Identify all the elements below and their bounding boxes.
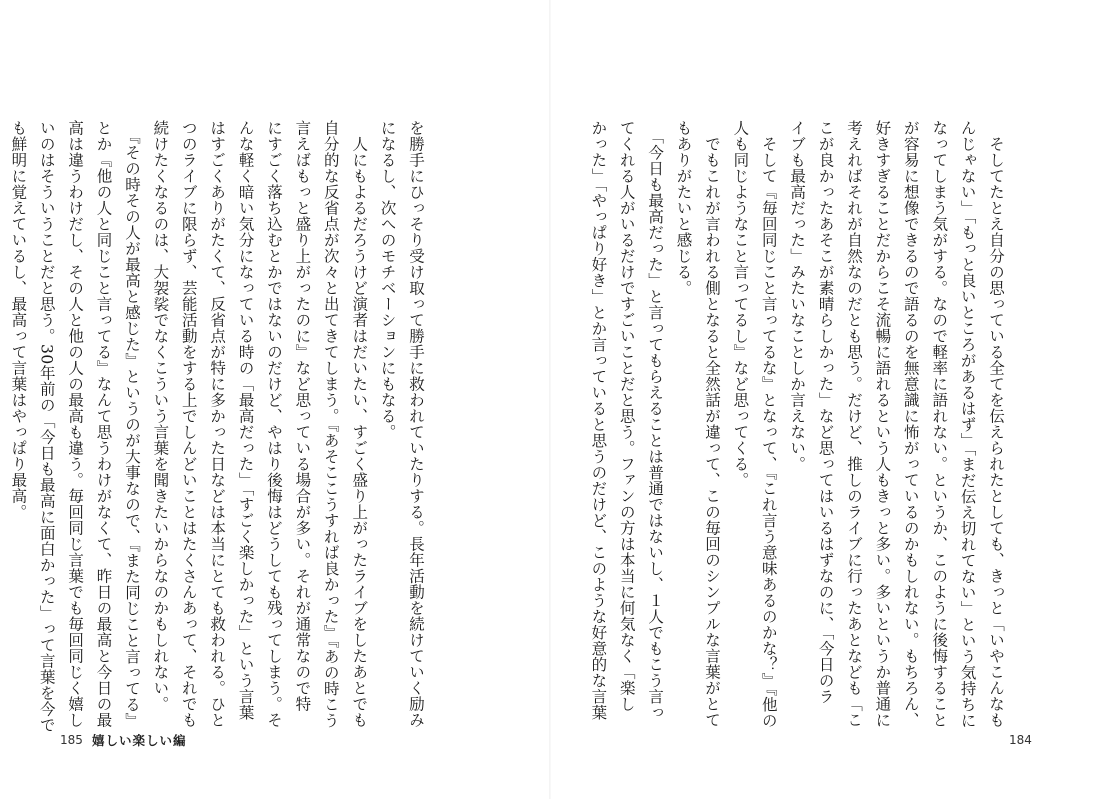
text-line: 考えればそれが自然なのだとも思う。だけど、推しのライブに行ったあとなども「こ: [844, 120, 863, 728]
text-line: とか『他の人と同じこと言ってる』なんて思うわけがなくて、昨日の最高と今日の最: [94, 120, 113, 728]
left-page-number: 185: [60, 733, 83, 747]
text-line: 言えばもっと盛り上がったのに』など思っている場合が多い。それが通常なので特: [293, 120, 312, 712]
text-line: 『その時その人が最高と感じた』というのが大事なので、『また同じこと言ってる』: [122, 120, 141, 729]
text-line: 「今日も最高だった」と言ってもらえることは普通ではないし、１人でもこう言っ: [646, 120, 665, 721]
text-line: てくれる人がいるだけですごいことだと思う。ファンの方は本当に何気なく「楽し: [617, 120, 636, 712]
text-line: そしてたとえ自分の思っている全てを伝えられたとしても、きっと「いやこんなも: [987, 120, 1005, 728]
text-line: になるし、次へのモチベーションにもなる。: [378, 120, 397, 440]
text-line: そして『毎回同じこと言ってるな』となって、『これ言う意味あるのかな？』『他の: [759, 120, 778, 729]
right-page: [550, 0, 1100, 799]
text-line: はすごくありがたくて、反省点が特に多かった日などは本当にとても救われる。ひと: [208, 120, 227, 728]
text-line: イブも最高だった」みたいなことしか言えない。: [788, 120, 807, 472]
left-page-body-text: [9, 120, 430, 733]
text-line: 好きすぎることだからこそ流暢に語れるという人もきっと多い。多いというか普通に: [873, 120, 892, 728]
text-line: でもこれが言われる側となると全然話が違って、この毎回のシンプルな言葉がとて: [702, 120, 721, 728]
text-line: つのライブに限らず、芸能活動をする上でしんどいことはたくさんあって、それでも: [179, 120, 198, 728]
text-line: もありがたいと感じる。: [674, 120, 693, 296]
text-line: も鮮明に覚えているし、最高って言葉はやっぱり最高。: [9, 120, 28, 520]
right-page-number: 184: [1009, 733, 1032, 747]
text-line: 自分的な反省点が次々と出てきてしまう。『あそここうすれば良かった』『あの時こう: [321, 120, 340, 729]
text-line: かった」「やっぱり好き」とか言っていると思うのだけど、このような好意的な言葉: [589, 120, 608, 721]
text-line: なってしまう気がする。なので軽率に語れない。というか、このように後悔すること: [930, 120, 949, 728]
text-line: んじゃない」「もっと良いところがあるはず」「まだ伝え切れてない」という気持ちに: [958, 120, 977, 729]
text-line: が容易に想像できるので語るのを無意識に怖がっているのかもしれない。もちろん、: [901, 120, 920, 728]
running-title: 嬉しい楽しい編: [92, 733, 187, 748]
text-line: んな軽く暗い気分になっている時の「最高だった」「すごく楽しかった」という言葉: [236, 120, 255, 721]
text-line: にすごく落ち込むとかではないのだけど、やはり後悔はどうしても残ってしまう。そ: [264, 120, 283, 728]
right-page-body-text: [589, 120, 1010, 729]
text-line: 人も同じようなこと言ってるし』など思ってくる。: [731, 120, 750, 488]
text-line: を勝手にひっそり受け取って勝手に救われていたりする。長年活動を続けていく励み: [407, 120, 425, 728]
text-line: 続けたくなるのは、大袈裟でなくこういう言葉を聞きたいからなのかもしれない。: [151, 120, 170, 712]
text-line: こが良かったあそこが素晴らしかった」など思ってはいるはずなのに、「今日のラ: [816, 120, 835, 705]
text-line: 人にもよるだろうけど演者はだいたい、すごく盛り上がったライブをしたあとでも: [350, 120, 369, 728]
text-line: いのはそういうことだと思う。30年前の「今日も最高に面白かった」って言葉を今で: [37, 120, 56, 733]
text-line: 高は違うわけだし、その人と他の人の最高も違う。毎回同じ言葉でも毎回同じく嬉し: [66, 120, 85, 728]
